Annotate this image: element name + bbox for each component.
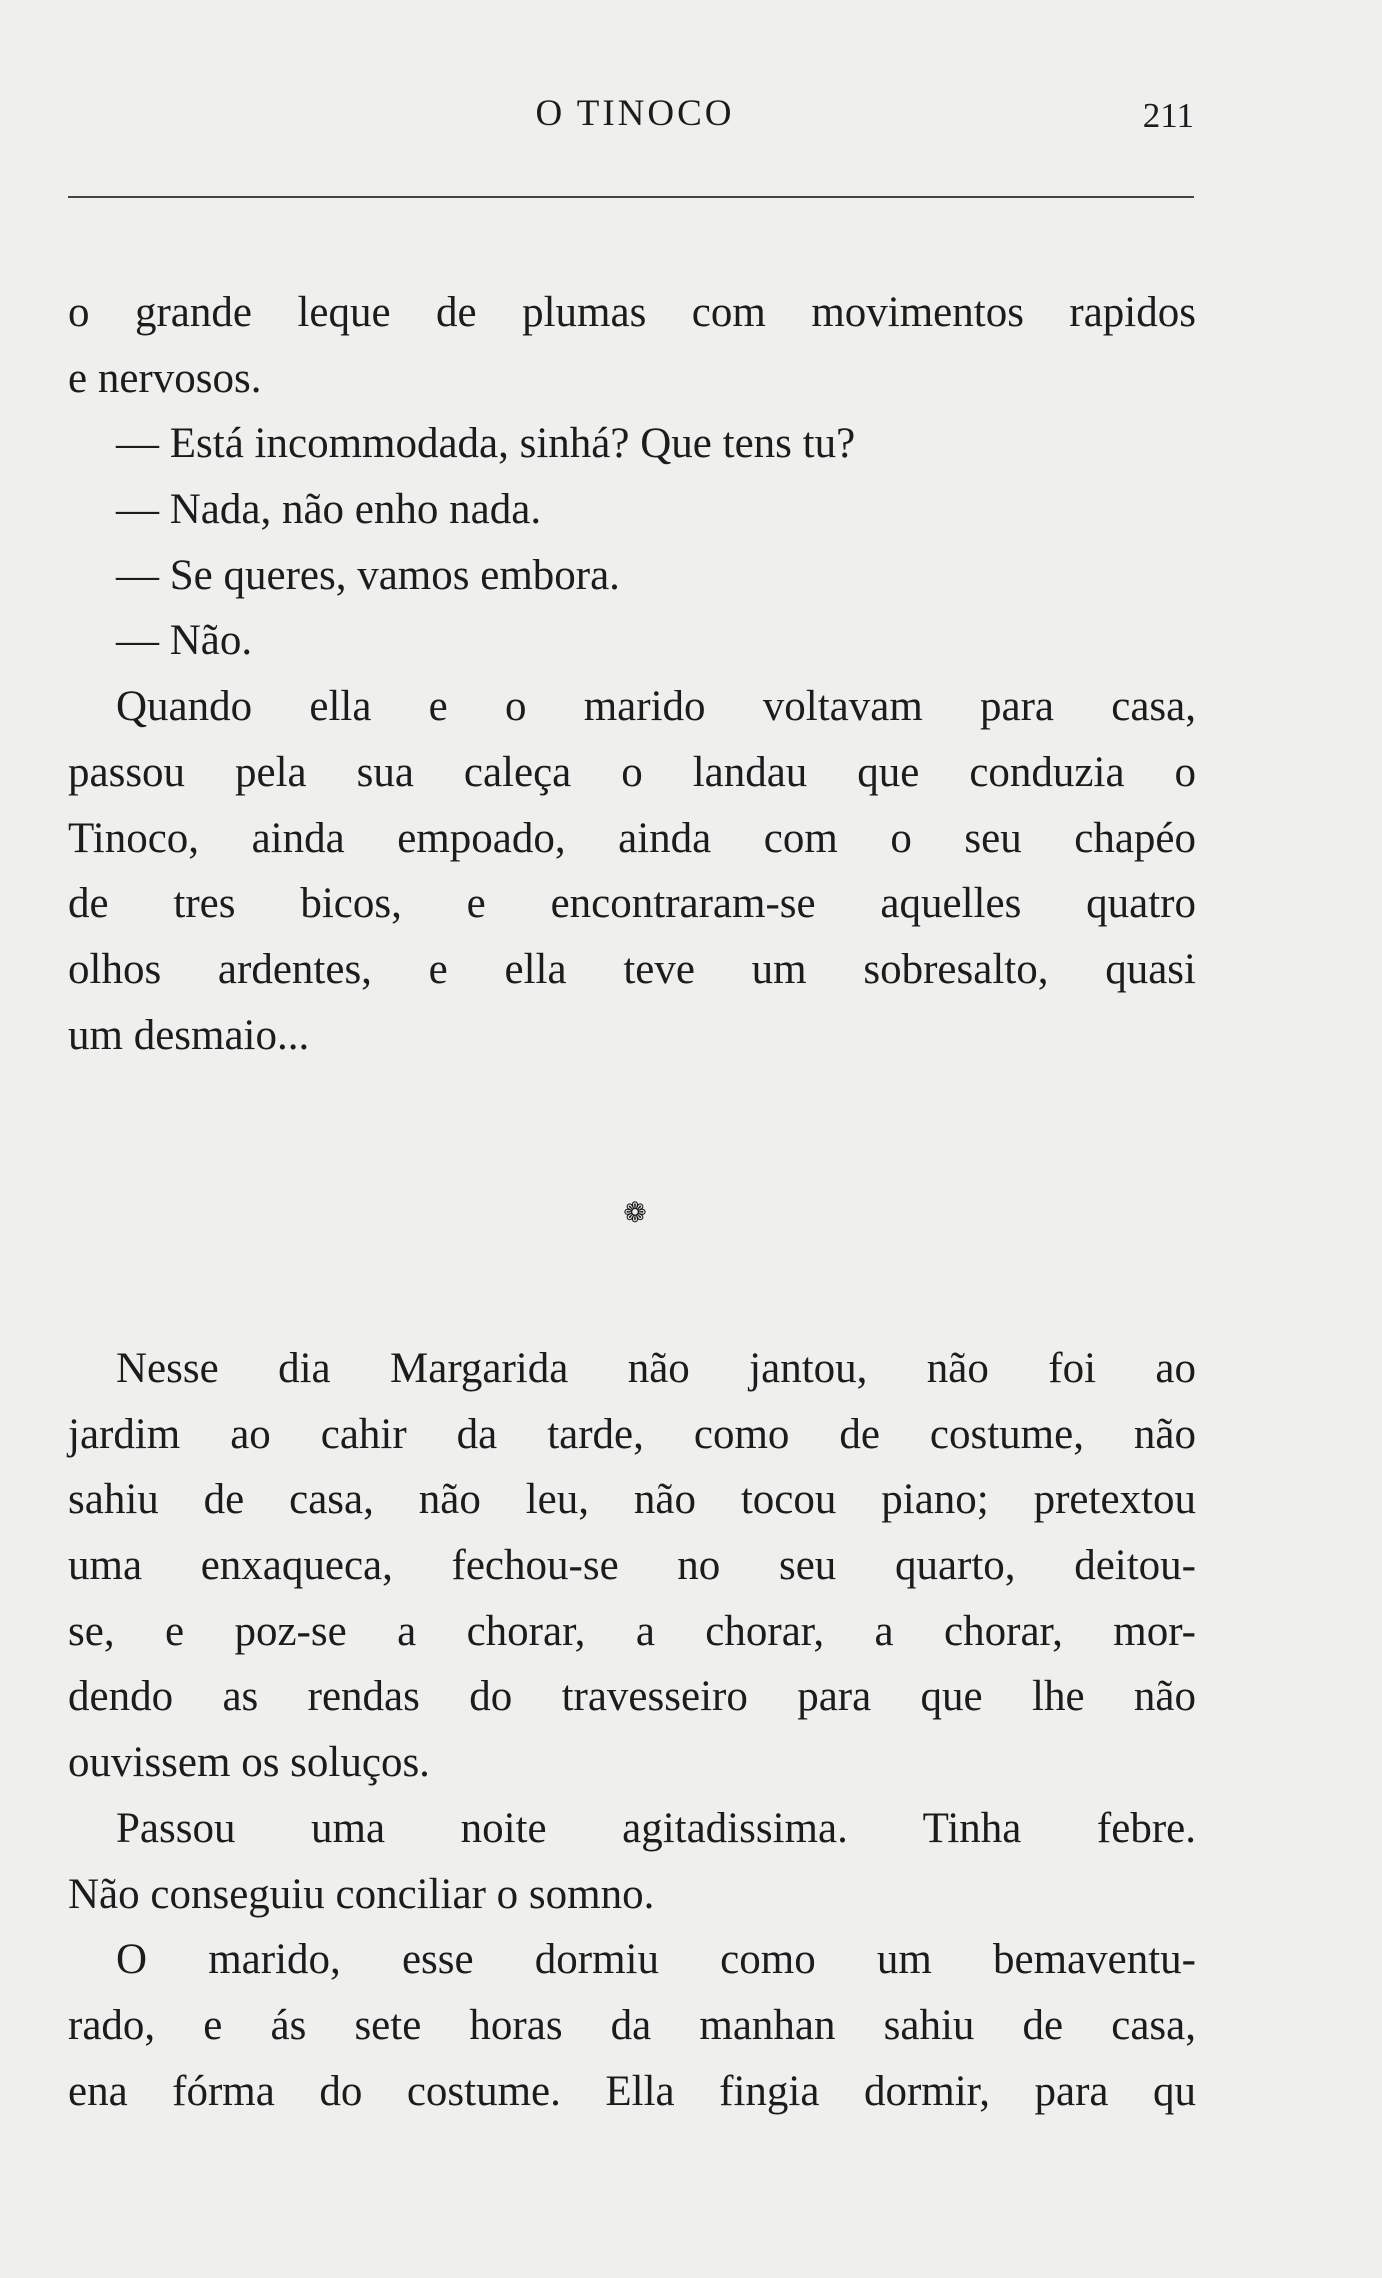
text-line: sahiu de casa, não leu, não tocou piano; pretextou [68,1476,1196,1524]
text-line: Passou uma noite agitadissima. Tinha febre. [116,1804,1196,1852]
text-line: dendo as rendas do travesseiro para que lhe não [68,1673,1196,1721]
text-line: rado, e ás sete horas da manhan sahiu de casa, [68,2001,1196,2049]
text-section-2 [68,1336,1196,2124]
section-break-ornament: ❁ [623,1198,647,1229]
running-head [0,92,1382,142]
text-line: o grande leque de plumas com movimentos rapidos [68,289,1196,336]
dialogue-line: — Se queres, vamos embora. [116,551,620,599]
text-line: jardim ao cahir da tarde, como de costume, não [68,1410,1196,1458]
text-line: Tinoco, ainda empoado, ainda com o seu chapéo [68,814,1196,862]
text-line: e nervosos. [68,354,262,402]
dialogue-line: — Está incommodada, sinhá? Que tens tu? [116,420,856,468]
dialogue-line: — Nada, não enho nada. [116,486,542,534]
text-line: Não conseguiu conciliar o somno. [68,1870,655,1918]
text-line: O marido, esse dormiu como um bemaventu- [116,1936,1196,1984]
text-section-1 [68,280,1196,1068]
header-rule [68,196,1194,198]
text-line: Quando ella e o marido voltavam para casa, [116,683,1196,731]
text-line: ena fórma do costume. Ella fingia dormir, para qu [68,2067,1196,2115]
text-line: se, e poz-se a chorar, a chorar, a chorar, mor- [68,1607,1196,1655]
text-line: ouvissem os soluços. [68,1739,430,1787]
text-line: uma enxaqueca, fechou-se no seu quarto, deitou- [68,1542,1196,1590]
text-line: Nesse dia Margarida não jantou, não foi ao [116,1345,1196,1392]
page-number: 211 [1142,96,1194,135]
text-line: de tres bicos, e encontraram-se aquelles quatro [68,880,1196,928]
running-title: O TINOCO [535,93,735,134]
text-line: olhos ardentes, e ella teve um sobresalto, quasi [68,945,1196,993]
text-line: um desmaio... [68,1011,310,1059]
text-line: passou pela sua caleça o landau que conduzia o [68,748,1196,796]
dialogue-line: — Não. [116,617,253,665]
